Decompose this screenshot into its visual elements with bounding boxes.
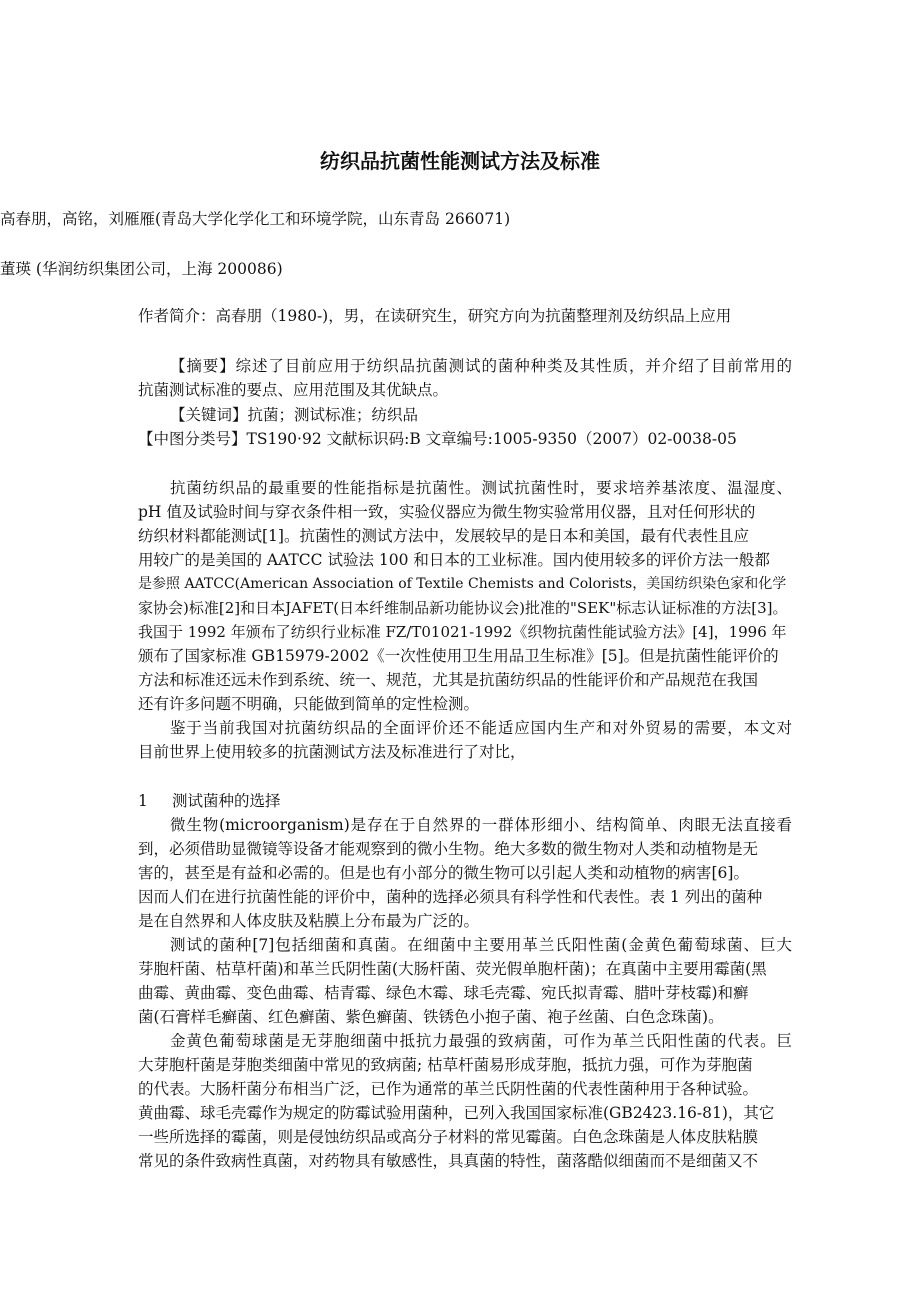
paragraph-line: 大芽胞杆菌是芽胞类细菌中常见的致病菌; 枯草杆菌易形成芽胞，抵抗力强，可作为芽胞菌 bbox=[138, 1056, 753, 1074]
authors-affiliation-1: 高春朋，高铭，刘雁雁(青岛大学化学化工和环境学院，山东青岛 266071) bbox=[0, 210, 511, 228]
paragraph-line: 曲霉、黄曲霉、变色曲霉、桔青霉、绿色木霉、球毛壳霉、宛氏拟青霉、腊叶芽枝霉)和癣 bbox=[138, 984, 749, 1002]
paragraph-line: 测试的菌种[7]包括细菌和真菌。在细菌中主要用革兰氏阳性菌(金黄色葡萄球菌、巨大 bbox=[170, 936, 792, 954]
paragraph-line: 用较广的是美国的 AATCC 试验法 100 和日本的工业标准。国内使用较多的评价方法一般都 bbox=[138, 551, 770, 569]
section-heading bbox=[138, 791, 281, 811]
author-bio: 作者简介：高春朋（1980-)，男，在读研究生，研究方向为抗菌整理剂及纺织品上应用 bbox=[138, 307, 732, 325]
paragraph-line: 我国于 1992 年颁布了纺织行业标准 FZ/T01021-1992《织物抗菌性能试验方法》[4]，1996 年 bbox=[138, 623, 787, 641]
paragraph-line: 一些所选择的霉菌，则是侵蚀纺织品或高分子材料的常见霉菌。白色念珠菌是人体皮肤粘膜 bbox=[138, 1128, 759, 1146]
paragraph-line: 微生物(microorganism)是存在于自然界的一群体形细小、结构简单、肉眼无法直接看 bbox=[170, 816, 792, 834]
paragraph-line: 因而人们在进行抗菌性能的评价中，菌种的选择必须具有科学性和代表性。表 1 列出的菌种 bbox=[138, 888, 763, 906]
paragraph-line: 家协会)标准[2]和日本JAFET(日本纤维制品新功能协议会)批准的"SEK"标志认证标准的方法[3]。 bbox=[138, 599, 788, 617]
section-title: 测试菌种的选择 bbox=[172, 792, 281, 810]
paragraph-line: 的代表。大肠杆菌分布相当广泛，已作为通常的革兰氏阴性菌的代表性菌种用于各种试验。 bbox=[138, 1080, 759, 1098]
paragraph-line: 纺织材料都能测试[1]。抗菌性的测试方法中，发展较早的是日本和美国，最有代表性且应 bbox=[138, 527, 749, 545]
paragraph-line: 鉴于当前我国对抗菌纺织品的全面评价还不能适应国内生产和对外贸易的需要，本文对 bbox=[170, 719, 792, 737]
classification-line: 【中图分类号】TS190·92 文献标识码:B 文章编号:1005-9350（2007）02-0038-05 bbox=[138, 430, 737, 448]
abstract-line: 抗菌测试标准的要点、应用范围及其优缺点。 bbox=[138, 381, 449, 399]
paragraph-line: 到，必须借助显微镜等设备才能观察到的微小生物。绝大多数的微生物对人类和动植物是无 bbox=[138, 840, 759, 858]
keywords: 【关键词】抗菌；测试标准；纺织品 bbox=[170, 406, 419, 424]
paragraph-line: 抗菌纺织品的最重要的性能指标是抗菌性。测试抗菌性时，要求培养基浓度、温湿度、 bbox=[170, 479, 792, 497]
paragraph-line: 菌(石膏样毛癣菌、红色癣菌、紫色癣菌、铁锈色小抱子菌、袍子丝菌、白色念珠菌)。 bbox=[138, 1008, 724, 1026]
paragraph-line: 金黄色葡萄球菌是无芽胞细菌中抵抗力最强的致病菌，可作为革兰氏阳性菌的代表。巨 bbox=[170, 1032, 792, 1050]
paragraph-line: 目前世界上使用较多的抗菌测试方法及标准进行了对比， bbox=[138, 743, 526, 761]
authors-affiliation-2: 董瑛 (华润纺织集团公司，上海 200086) bbox=[0, 260, 283, 278]
paragraph-line: 方法和标准还远未作到系统、统一、规范，尤其是抗菌纺织品的性能评价和产品规范在我国 bbox=[138, 671, 759, 689]
section-number: 1 bbox=[138, 792, 148, 810]
paragraph-line: 还有许多问题不明确，只能做到简单的定性检测。 bbox=[138, 695, 480, 713]
paragraph-line: 颁布了国家标准 GB15979-2002《一次性使用卫生用品卫生标准》[5]。但是抗菌性能评价的 bbox=[138, 647, 779, 665]
paragraph-line: 常见的条件致病性真菌，对药物具有敏感性，具真菌的特性，菌落酷似细菌而不是细菌又不 bbox=[138, 1152, 759, 1170]
paragraph-line: 黄曲霉、球毛壳霉作为规定的防霉试验用菌种，已列入我国国家标准(GB2423.16-81)，其它 bbox=[138, 1104, 775, 1122]
paragraph-line: 是在自然界和人体皮肤及粘膜上分布最为广泛的。 bbox=[138, 912, 480, 930]
abstract-line: 【摘要】综述了目前应用于纺织品抗菌测试的菌种种类及其性质，并介绍了目前常用的 bbox=[170, 357, 792, 375]
document-title: 纺织品抗菌性能测试方法及标准 bbox=[320, 149, 600, 173]
paragraph-line: 害的，甚至是有益和必需的。但是也有小部分的微生物可以引起人类和动植物的病害[6]。 bbox=[138, 864, 749, 882]
paragraph-line: pH 值及试验时间与穿衣条件相一致，实验仪器应为微生物实验常用仪器，且对任何形状的 bbox=[138, 503, 756, 521]
paragraph-line: 芽胞杆菌、枯草杆菌)和革兰氏阴性菌(大肠杆菌、荧光假单胞杆菌)；在真菌中主要用霉菌(黑 bbox=[138, 960, 767, 978]
paragraph-line: 是参照 AATCC(American Association of Textile Chemists and Colorists，美国纺织染色家和化学 bbox=[138, 576, 787, 592]
